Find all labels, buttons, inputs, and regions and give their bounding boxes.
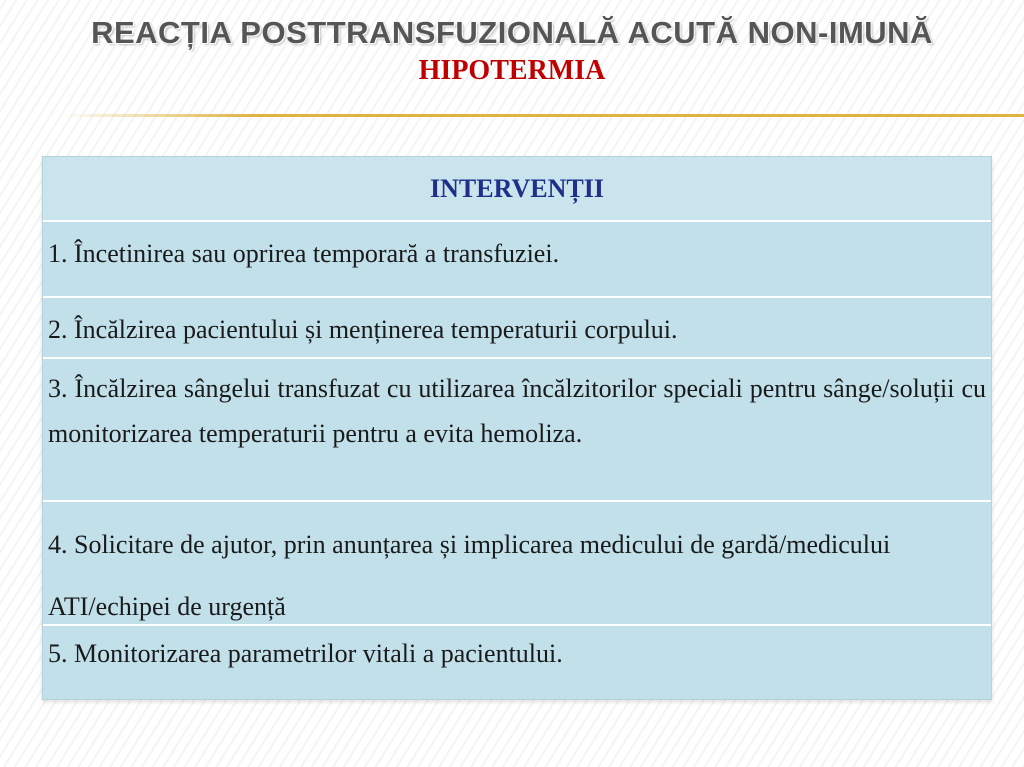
table-header: INTERVENȚII bbox=[43, 157, 991, 222]
interventions-table bbox=[42, 156, 992, 700]
slide-title: REACȚIA POSTTRANSFUZIONALĂ ACUTĂ NON-IMUNĂ bbox=[91, 15, 933, 50]
table-row: 3. Încălzirea sângelui transfuzat cu utilizarea încălzitorilor speciali pentru sânge/soluții cu monitorizarea temperaturii pentru a evita hemoliza. bbox=[43, 359, 991, 502]
table-row: 2. Încălzirea pacientului și menținerea temperaturii corpului. bbox=[43, 298, 991, 359]
table-row: 5. Monitorizarea parametrilor vitali a pacientului. bbox=[48, 639, 563, 668]
slide-header bbox=[0, 14, 1024, 88]
slide-subtitle: HIPOTERMIA bbox=[418, 55, 606, 86]
table-row: 4. Solicitare de ajutor, prin anunțarea și implicarea medicului de gardă/medicului ATI/echipei de urgență bbox=[43, 502, 991, 626]
header-divider bbox=[60, 114, 1024, 117]
table-row: 1. Încetinirea sau oprirea temporară a transfuziei. bbox=[43, 222, 991, 298]
